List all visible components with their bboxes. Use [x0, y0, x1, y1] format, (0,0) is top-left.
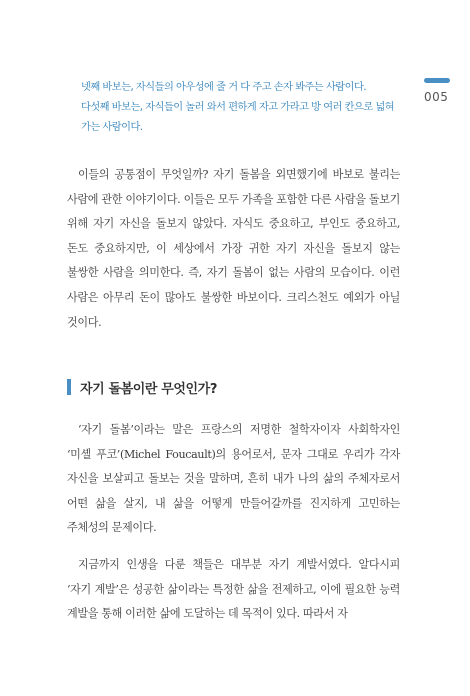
paragraph-text: ‘자기 돌봄’이라는 말은 프랑스의 저명한 철학자이자 사회학자인 ‘미셸 푸코’(Michel Foucault)의 용어로서, 문자 그대로 우리가 각자 자신을 보살피고 돌보는 것을 말하며, 흔히 내가 나의 삶의 주체자로서 어떤 삶을 살지, 내 삶을 어떻게 만들어갈까를 진지하게 고민하는 주체성의 문제이다. [67, 423, 400, 535]
paragraph-text: 이들의 공통점이 무엇일까? 자기 돌봄을 외면했기에 바보로 불리는 사람에 관한 이야기이다. 이들은 모두 가족을 포함한 다른 사람을 돌보기 위해 자기 자신을 돌보지 않았다. 자식도 중요하고, 부인도 중요하고, 돈도 중요하지만, 이 세상에서 가장 귀한 자기 자신을 돌보지 않는 불쌍한 사람을 의미한다. 즉, 자기 돌봄이 없는 사람의 모습이다. 이런 사람은 아무리 돈이 많아도 불쌍한 바보이다. 크리스천도 예외가 아닐 것이다. [67, 168, 400, 329]
body-paragraph-2 [67, 418, 400, 541]
section-heading [67, 375, 217, 399]
callout-line: 다섯째 바보는, 자식들이 놀러 와서 편하게 자고 가라고 방 여러 칸으로 넓혀 [81, 102, 395, 113]
page-number: 005 [424, 90, 449, 104]
callout-line: 가는 사람이다. [81, 122, 143, 133]
callout-quote [81, 78, 411, 138]
body-paragraph-1 [67, 163, 400, 335]
callout-line: 넷째 바보는, 자식들의 아우성에 줄 거 다 주고 손자 봐주는 사람이다. [81, 82, 367, 93]
page-tab-marker [424, 78, 450, 83]
body-paragraph-3 [67, 553, 400, 627]
paragraph-text: 지금까지 인생을 다룬 책들은 대부분 자기 계발서였다. 알다시피 ‘자기 계발’은 성공한 삶이라는 특정한 삶을 전제하고, 이에 필요한 능력 계발을 통해 이러한 삶에 도달하는 데 목적이 있다. 따라서 자 [67, 558, 400, 621]
section-heading-bar [67, 379, 71, 395]
section-title: 자기 돌봄이란 무엇인가? [80, 381, 217, 397]
